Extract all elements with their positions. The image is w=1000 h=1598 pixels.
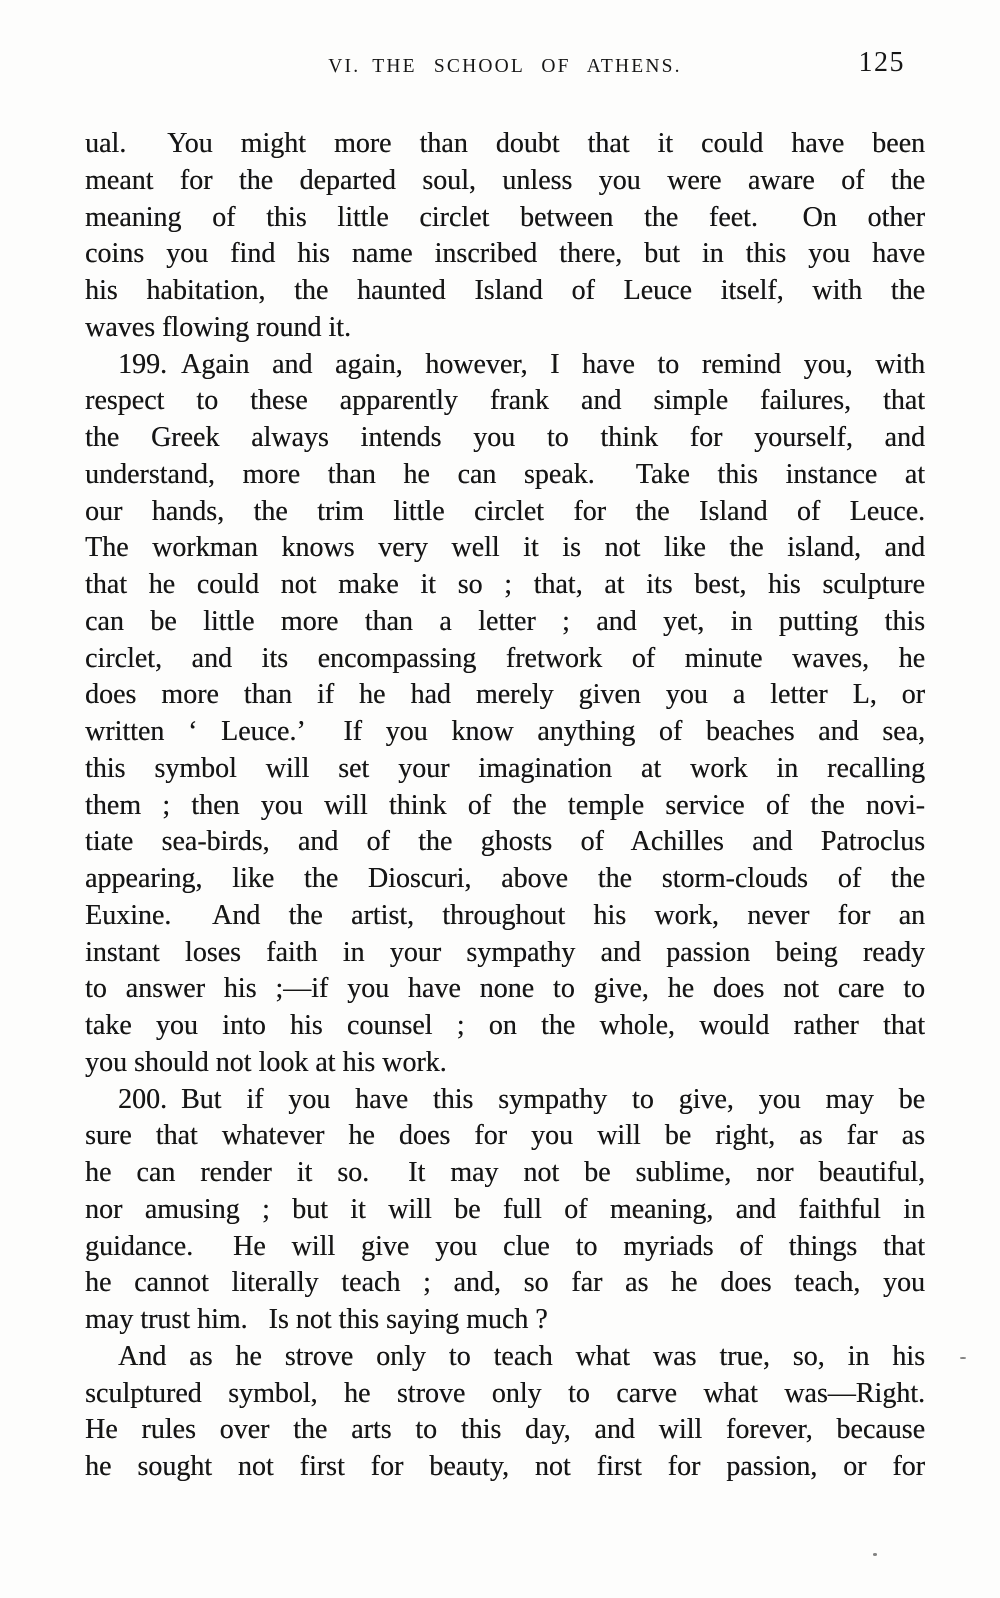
- text-line: instant loses faith in your sympathy and passion being ready: [85, 936, 925, 968]
- text-line: waves flowing round it.: [85, 311, 351, 343]
- scan-speck: [873, 1553, 877, 1556]
- chapter-title: VI. THE SCHOOL OF ATHENS.: [328, 56, 682, 77]
- text-line: sculptured symbol, he strove only to carve what was—Right.: [85, 1377, 925, 1409]
- text-line: respect to these apparently frank and simple failures, that: [85, 385, 925, 417]
- text-line: you should not look at his work.: [85, 1046, 447, 1078]
- text-line: And as he strove only to teach what was true, so, in his: [118, 1340, 925, 1372]
- text-line: The workman knows very well it is not like the island, and: [85, 532, 925, 564]
- text-line: guidance. He will give you clue to myriads of things that: [85, 1230, 925, 1262]
- text-line: his habitation, the haunted Island of Leuce itself, with the: [85, 275, 925, 306]
- text-line: understand, more than he can speak. Take this instance at: [85, 458, 925, 490]
- text-line: the Greek always intends you to think for yourself, and: [85, 422, 925, 453]
- text-line: to answer his ;—if you have none to give, he does not care to: [85, 973, 925, 1005]
- scan-speck: [960, 1357, 966, 1359]
- text-line: Euxine. And the artist, throughout his work, never for an: [85, 899, 925, 931]
- page-number: 125: [858, 47, 905, 78]
- text-line: nor amusing ; but it will be full of meaning, and faithful in: [85, 1193, 925, 1225]
- running-header: [85, 56, 925, 78]
- text-line: take you into his counsel ; on the whole, would rather that: [85, 1010, 925, 1041]
- text-line: 200. But if you have this sympathy to give, you may be: [118, 1083, 925, 1115]
- text-line: he sought not first for beauty, not first for passion, or for: [85, 1451, 925, 1482]
- text-line: circlet, and its encompassing fretwork of minute waves, he: [85, 642, 925, 674]
- text-line: sure that whatever he does for you will be right, as far as: [85, 1120, 925, 1152]
- text-line: that he could not make it so ; that, at its best, his sculpture: [85, 569, 925, 600]
- text-line: appearing, like the Dioscuri, above the storm-clouds of the: [85, 863, 925, 894]
- text-line: does more than if he had merely given you a letter L, or: [85, 679, 925, 711]
- text-line: may trust him. Is not this saying much ?: [85, 1304, 548, 1335]
- text-line: he cannot literally teach ; and, so far as he does teach, you: [85, 1267, 925, 1299]
- text-line: tiate sea-birds, and of the ghosts of Achilles and Patroclus: [85, 826, 925, 858]
- text-line: our hands, the trim little circlet for the Island of Leuce.: [85, 495, 925, 527]
- text-line: meant for the departed soul, unless you were aware of the: [85, 164, 925, 196]
- text-line: ual. You might more than doubt that it could have been: [85, 128, 925, 159]
- text-line: can be little more than a letter ; and yet, in putting this: [85, 605, 925, 637]
- text-line: he can render it so. It may not be sublime, nor beautiful,: [85, 1157, 925, 1188]
- page-body: [85, 126, 925, 1486]
- text-line: coins you find his name inscribed there, but in this you have: [85, 238, 925, 270]
- text-line: meaning of this little circlet between the feet. On other: [85, 201, 925, 233]
- text-line: this symbol will set your imagination at work in recalling: [85, 752, 925, 784]
- text-line: He rules over the arts to this day, and will forever, because: [85, 1414, 925, 1446]
- text-line: 199. Again and again, however, I have to remind you, with: [118, 348, 925, 380]
- text-line: them ; then you will think of the temple service of the novi-: [85, 789, 925, 821]
- text-line: written ‘ Leuce.’ If you know anything of beaches and sea,: [85, 716, 925, 747]
